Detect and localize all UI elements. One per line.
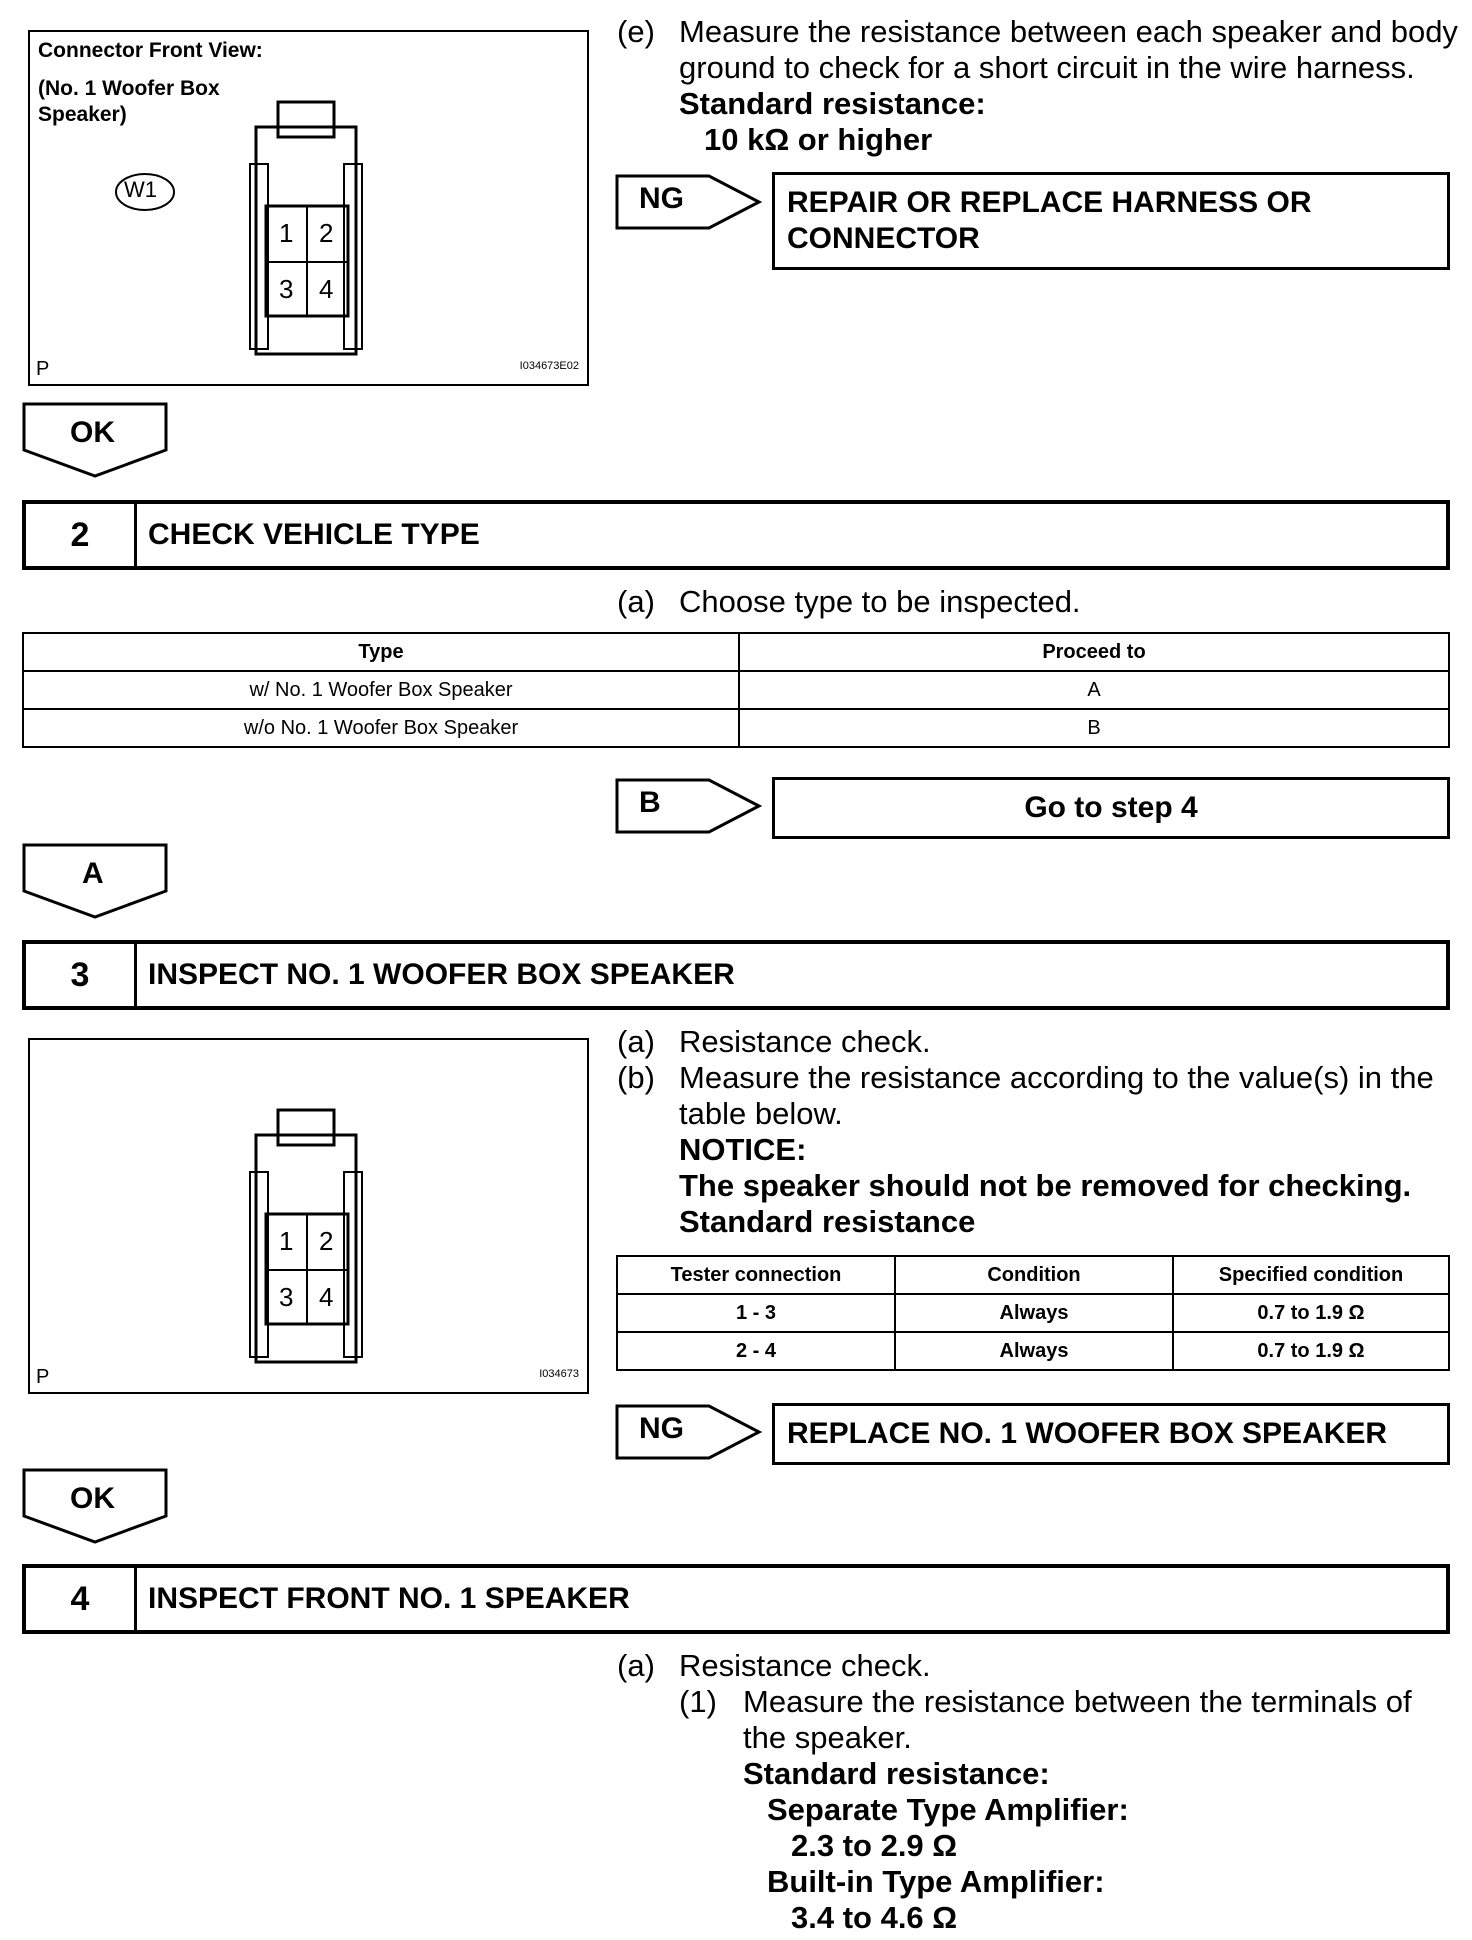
step-marker: (b): [617, 1060, 655, 1095]
table-header-row: [617, 1256, 1449, 1294]
table-header: Specified condition: [1173, 1256, 1449, 1294]
figure-subtitle-2: Speaker): [38, 103, 127, 126]
pin-label: 2: [319, 1226, 334, 1256]
table-row: [23, 671, 1449, 709]
a-arrow: [22, 843, 170, 919]
notice-label: NOTICE:: [679, 1132, 807, 1167]
step-title: INSPECT NO. 1 WOOFER BOX SPEAKER: [148, 958, 735, 991]
table-cell: B: [739, 709, 1449, 747]
step-number: 3: [26, 944, 137, 1006]
table-header: Proceed to: [739, 633, 1449, 671]
step-header: [22, 1564, 1450, 1634]
instruction-line: Resistance check.: [679, 1024, 931, 1059]
table-cell: Always: [895, 1294, 1173, 1332]
result-box: [772, 1403, 1450, 1465]
ng-label: NG: [639, 182, 684, 215]
table-cell: w/ No. 1 Woofer Box Speaker: [23, 671, 739, 709]
table-header: Condition: [895, 1256, 1173, 1294]
connector-drawing: [30, 1040, 587, 1392]
connector-figure: [28, 1038, 589, 1394]
ok-arrow: [22, 402, 170, 478]
ok-arrow: [22, 1468, 170, 1544]
instruction-line: Measure the resistance according to the value(s) in the: [679, 1060, 1434, 1095]
figure-code: I034673: [539, 1368, 579, 1380]
table-header: Tester connection: [617, 1256, 895, 1294]
ng-arrow: [615, 1404, 763, 1460]
step-marker: (a): [617, 1024, 655, 1059]
result-box: [772, 172, 1450, 270]
instruction-line: Measure the resistance between the terminals of: [743, 1684, 1412, 1719]
pin-label: 2: [319, 218, 334, 248]
step-title: INSPECT FRONT NO. 1 SPEAKER: [148, 1582, 630, 1615]
table-header-row: [23, 633, 1449, 671]
table-header: Type: [23, 633, 739, 671]
table-cell: 0.7 to 1.9 Ω: [1173, 1294, 1449, 1332]
table-row: [617, 1332, 1449, 1370]
table-cell: w/o No. 1 Woofer Box Speaker: [23, 709, 739, 747]
pin-label: 4: [319, 274, 334, 304]
table-row: [617, 1294, 1449, 1332]
figure-title: Connector Front View:: [38, 39, 263, 62]
result-text: CONNECTOR: [787, 222, 980, 255]
table-cell: 2 - 4: [617, 1332, 895, 1370]
step-title: CHECK VEHICLE TYPE: [148, 518, 480, 551]
standard-label: Standard resistance: [679, 1204, 976, 1239]
instruction-line: the speaker.: [743, 1720, 912, 1755]
step-marker: (a): [617, 584, 655, 619]
instruction-line: Choose type to be inspected.: [679, 584, 1081, 619]
resistance-table: [616, 1255, 1450, 1371]
connector-figure-w1: [28, 30, 589, 386]
table-cell: 1 - 3: [617, 1294, 895, 1332]
standard-label: Standard resistance:: [679, 86, 986, 121]
table-row: [23, 709, 1449, 747]
instruction-line: Resistance check.: [679, 1648, 931, 1683]
pin-label: 1: [279, 218, 294, 248]
step-header: [22, 500, 1450, 570]
a-label: A: [82, 857, 104, 890]
ng-label: NG: [639, 1412, 684, 1445]
table-cell: Always: [895, 1332, 1173, 1370]
figure-subtitle: (No. 1 Woofer Box: [38, 77, 220, 100]
connector-drawing: [30, 32, 587, 384]
vehicle-type-table: [22, 632, 1450, 748]
ok-label: OK: [70, 1482, 115, 1515]
table-cell: A: [739, 671, 1449, 709]
figure-code: I034673E02: [519, 360, 579, 372]
notice-text: The speaker should not be removed for checking.: [679, 1168, 1412, 1203]
b-label: B: [639, 786, 661, 819]
connector-label: W1: [124, 177, 157, 202]
pin-label: 1: [279, 1226, 294, 1256]
ng-arrow: [615, 174, 763, 230]
figure-corner-mark: P: [36, 1366, 50, 1388]
table-cell: 0.7 to 1.9 Ω: [1173, 1332, 1449, 1370]
step-marker: (1): [679, 1684, 717, 1719]
spec-label: Separate Type Amplifier:: [767, 1792, 1129, 1827]
pin-label: 3: [279, 274, 294, 304]
result-text: REPAIR OR REPLACE HARNESS OR: [787, 186, 1312, 219]
figure-corner-mark: P: [36, 358, 50, 380]
b-arrow: [615, 778, 763, 834]
ok-label: OK: [70, 416, 115, 449]
go-to-text: Go to step 4: [1024, 791, 1198, 824]
spec-value: 3.4 to 4.6 Ω: [791, 1900, 958, 1935]
result-text: REPLACE NO. 1 WOOFER BOX SPEAKER: [787, 1417, 1388, 1450]
step-number: 4: [26, 1568, 137, 1630]
spec-label: Built-in Type Amplifier:: [767, 1864, 1105, 1899]
pin-label: 3: [279, 1282, 294, 1312]
step-number: 2: [26, 504, 137, 566]
standard-value: 10 kΩ or higher: [704, 122, 933, 157]
instruction-line: Measure the resistance between each speaker and body: [679, 14, 1458, 49]
step-header: [22, 940, 1450, 1010]
step-marker: (e): [617, 14, 655, 49]
step-marker: (a): [617, 1648, 655, 1683]
go-to-box: [772, 777, 1450, 839]
pin-label: 4: [319, 1282, 334, 1312]
instruction-line: ground to check for a short circuit in the wire harness.: [679, 50, 1415, 85]
instruction-line: table below.: [679, 1096, 843, 1131]
spec-value: 2.3 to 2.9 Ω: [791, 1828, 958, 1863]
standard-label: Standard resistance:: [743, 1756, 1050, 1791]
